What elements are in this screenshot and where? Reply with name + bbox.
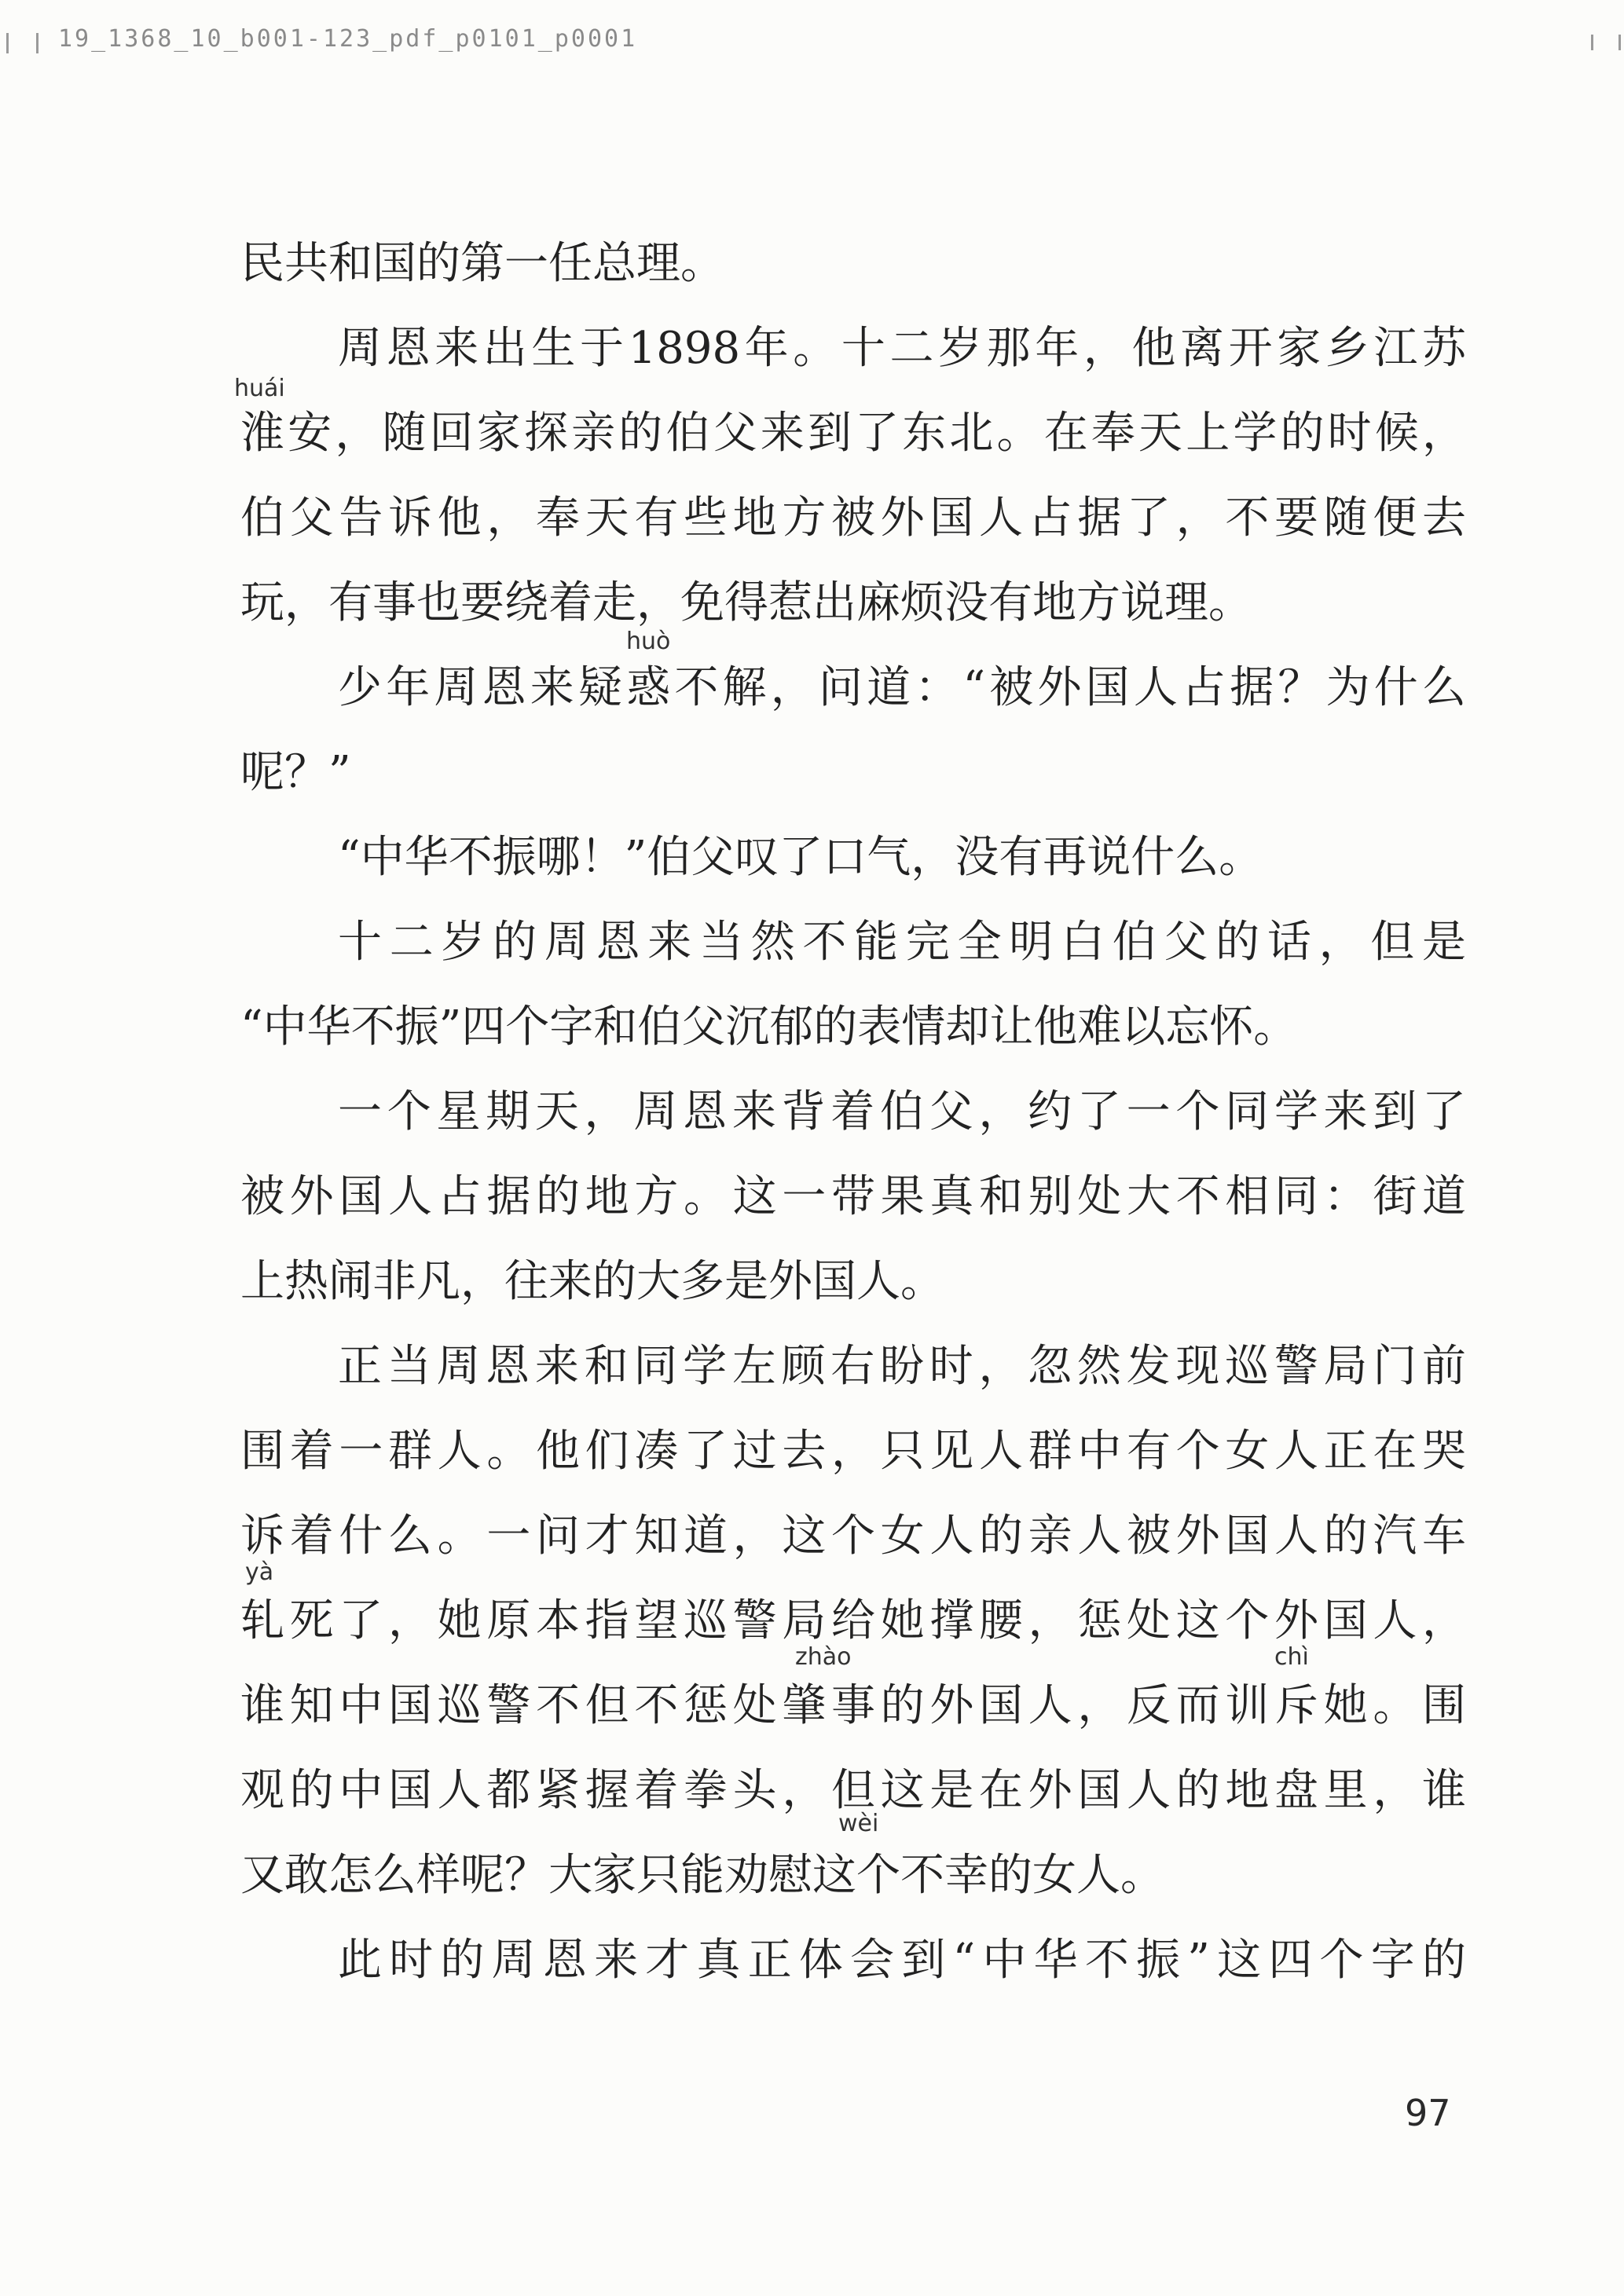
text-line: 正当周恩来和同学左顾右盼时，忽然发现巡警局门前 bbox=[338, 1341, 1466, 1392]
text-line: 围着一群人。他们凑了过去，只见人群中有个女人正在哭 bbox=[240, 1426, 1466, 1477]
pinyin-annotation: wèi bbox=[838, 1810, 879, 1837]
text-line: 一个星期天，周恩来背着伯父，约了一个同学来到了 bbox=[338, 1086, 1466, 1137]
text-line: 呢？” bbox=[240, 747, 351, 798]
pinyin-annotation: zhào bbox=[795, 1643, 852, 1671]
text-line: 民共和国的第一任总理。 bbox=[240, 238, 724, 289]
text-line: 周恩来出生于1898年。十二岁那年，他离开家乡江苏 bbox=[338, 323, 1466, 374]
text-line: 十二岁的周恩来当然不能完全明白伯父的话，但是 bbox=[338, 917, 1466, 968]
text-line: 少年周恩来疑惑不解，问道：“被外国人占据？为什么 bbox=[338, 662, 1466, 713]
pinyin-annotation: yà bbox=[245, 1558, 274, 1586]
text-line: 上热闹非凡，往来的大多是外国人。 bbox=[240, 1256, 944, 1307]
text-line: 又敢怎么样呢？大家只能劝慰这个不幸的女人。 bbox=[240, 1850, 1164, 1901]
pinyin-annotation: huái bbox=[234, 375, 285, 402]
text-line: 被外国人占据的地方。这一带果真和别处大不相同：街道 bbox=[240, 1171, 1466, 1222]
text-line: 淮安，随回家探亲的伯父来到了东北。在奉天上学的时候， bbox=[240, 408, 1466, 459]
file-label: 19_1368_10_b001-123_pdf_p0101_p0001 bbox=[58, 25, 638, 53]
text-line: 伯父告诉他，奉天有些地方被外国人占据了，不要随便去 bbox=[240, 493, 1466, 544]
pinyin-annotation: chì bbox=[1274, 1643, 1309, 1671]
text-line: “中华不振”四个字和伯父沉郁的表情却让他难以忘怀。 bbox=[240, 1002, 1298, 1053]
text-line: 轧死了，她原本指望巡警局给她撑腰，惩处这个外国人， bbox=[240, 1595, 1466, 1646]
text-line: 此时的周恩来才真正体会到“中华不振”这四个字的 bbox=[338, 1935, 1466, 1986]
text-line: 谁知中国巡警不但不惩处肇事的外国人，反而训斥她。围 bbox=[240, 1680, 1466, 1731]
page-number: 97 bbox=[1405, 2092, 1451, 2134]
text-line: 观的中国人都紧握着拳头，但这是在外国人的地盘里，谁 bbox=[240, 1765, 1466, 1816]
text-line: “中华不振哪！”伯父叹了口气，没有再说什么。 bbox=[338, 832, 1263, 883]
pinyin-annotation: huò bbox=[626, 628, 671, 655]
text-line: 诉着什么。一问才知道，这个女人的亲人被外国人的汽车 bbox=[240, 1511, 1466, 1562]
text-line: 玩，有事也要绕着走，免得惹出麻烦没有地方说理。 bbox=[240, 577, 1252, 628]
